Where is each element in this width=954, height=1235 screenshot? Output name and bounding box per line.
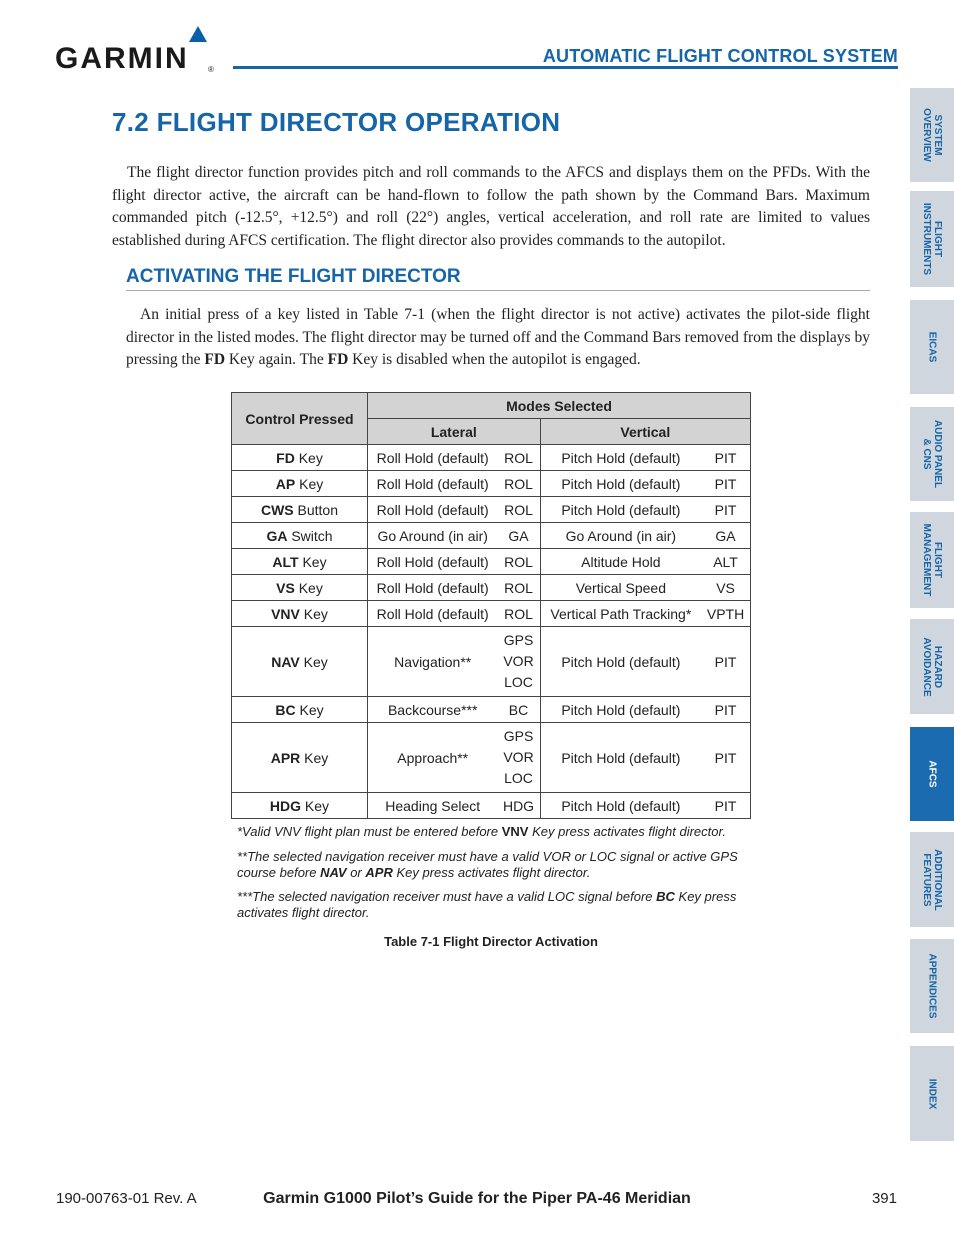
logo-registered-mark: ®	[208, 65, 214, 74]
tab-flight-instruments[interactable]: FLIGHT INSTRUMENTS	[910, 191, 954, 287]
table-row: VNV Key Roll Hold (default) ROL Vertical Path Tracking* VPTH	[232, 601, 751, 627]
table-row: CWS Button Roll Hold (default) ROL Pitch Hold (default) PIT	[232, 497, 751, 523]
subheading: ACTIVATING THE FLIGHT DIRECTOR	[126, 266, 461, 287]
header-modes-selected: Modes Selected	[368, 393, 751, 419]
tab-flight-management[interactable]: FLIGHT MANAGEMENT	[910, 512, 954, 608]
table-row: GA Switch Go Around (in air) GA Go Around (in air) GA	[232, 523, 751, 549]
activation-paragraph: An initial press of a key listed in Table 7-1 (when the flight director is not active) activates the pilot-side flight director in the listed modes. The flight director may be turned off and the Command Bars removed from the displays by pressing the FD Key again. The FD Key is disabled when the autopilot is engaged.	[126, 306, 870, 368]
header-vertical: Vertical	[540, 419, 750, 445]
tab-audio-panel-cns[interactable]: AUDIO PANEL & CNS	[910, 407, 954, 501]
tab-additional-features[interactable]: ADDITIONAL FEATURES	[910, 832, 954, 927]
tab-hazard-avoidance[interactable]: HAZARD AVOIDANCE	[910, 619, 954, 714]
page-title: 7.2 FLIGHT DIRECTOR OPERATION	[112, 107, 561, 137]
table-caption: Table 7-1 Flight Director Activation	[384, 934, 598, 949]
table-row: VS Key Roll Hold (default) ROL Vertical Speed VS	[232, 575, 751, 601]
logo-text: GARMIN	[55, 42, 189, 75]
table-note-1: *Valid VNV flight plan must be entered before VNV Key press activates flight director.	[237, 824, 726, 839]
tab-index[interactable]: INDEX	[910, 1046, 954, 1141]
tab-system-overview[interactable]: SYSTEM OVERVIEW	[910, 88, 954, 182]
table-row: BC Key Backcourse*** BC Pitch Hold (default) PIT	[232, 697, 751, 723]
garmin-logo	[55, 26, 220, 74]
header-lateral: Lateral	[368, 419, 541, 445]
table-row: FD Key Roll Hold (default) ROL Pitch Hold (default) PIT	[232, 445, 751, 471]
table-row: NAV Key Navigation** GPS VOR LOC Pitch Hold (default) PIT	[232, 627, 751, 697]
footer-doc-number: 190-00763-01 Rev. A	[56, 1190, 197, 1207]
table-note-2: **The selected navigation receiver must have a valid VOR or LOC signal or active GPS course before NAV or APR Key press activates flight director.	[237, 849, 738, 880]
flight-director-table	[231, 392, 751, 819]
table-row: HDG Key Heading Select HDG Pitch Hold (default) PIT	[232, 793, 751, 819]
footer-page-number: 391	[871, 1190, 897, 1207]
tab-afcs[interactable]: AFCS	[910, 727, 954, 821]
footer-book-title: Garmin G1000 Pilot’s Guide for the Piper PA-46 Meridian	[263, 1190, 691, 1207]
table-note-3: ***The selected navigation receiver must have a valid LOC signal before BC Key press activates flight director.	[237, 889, 737, 920]
subheading-rule	[126, 290, 870, 291]
tab-appendices[interactable]: APPENDICES	[910, 939, 954, 1033]
table-row: APR Key Approach** GPS VOR LOC Pitch Hold (default) PIT	[232, 723, 751, 793]
logo-triangle-icon	[189, 26, 207, 42]
table-row: ALT Key Roll Hold (default) ROL Altitude Hold ALT	[232, 549, 751, 575]
tab-eicas[interactable]: EICAS	[910, 300, 954, 394]
section-title: AUTOMATIC FLIGHT CONTROL SYSTEM	[542, 46, 898, 66]
header-control-pressed: Control Pressed	[232, 393, 368, 445]
table-row: AP Key Roll Hold (default) ROL Pitch Hold (default) PIT	[232, 471, 751, 497]
intro-paragraph: The flight director function provides pitch and roll commands to the AFCS and displays them on the PFDs. With the flight director active, the aircraft can be hand-flown to follow the path shown by the Command Bars. Maximum commanded pitch (-12.5°, +12.5°) and roll (22°) angles, vertical acceleration, and roll rate are limited to values established during AFCS certification. The flight director also provides commands to the autopilot.	[112, 164, 870, 249]
